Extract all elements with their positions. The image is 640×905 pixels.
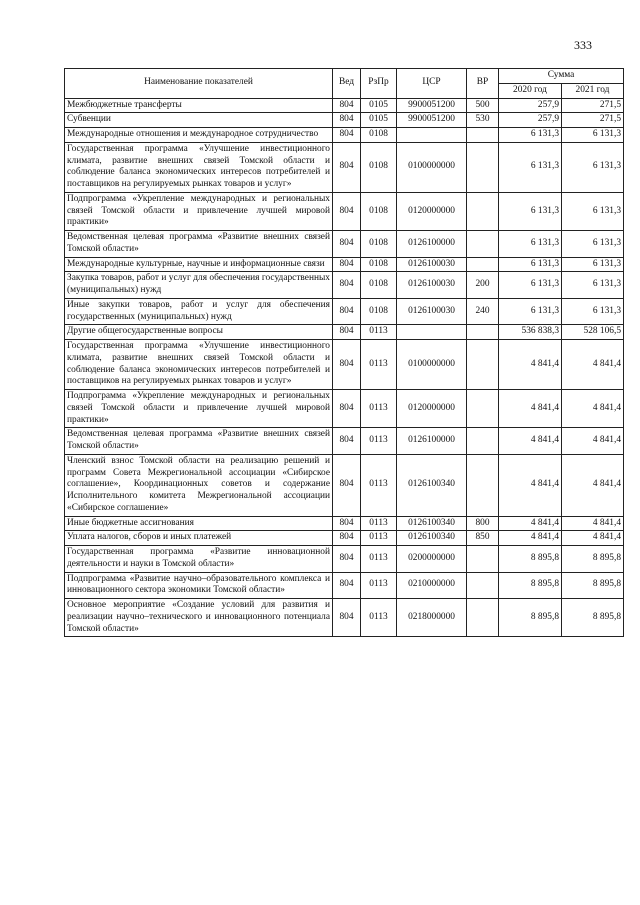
- row-sum-2021: 8 895,8: [562, 546, 624, 573]
- row-csr: 0120000000: [397, 390, 467, 428]
- row-sum-2021: 4 841,4: [562, 454, 624, 516]
- row-sum-2020: 6 131,3: [499, 192, 562, 230]
- row-name: Иные закупки товаров, работ и услуг для обеспечения государственных (муниципальных) нужд: [65, 298, 333, 325]
- row-sum-2020: 257,9: [499, 98, 562, 113]
- table-row: [65, 546, 624, 573]
- row-rzpr: 0113: [361, 516, 397, 531]
- row-csr: 0126100000: [397, 428, 467, 455]
- row-sum-2020: 8 895,8: [499, 546, 562, 573]
- row-sum-2021: 528 106,5: [562, 325, 624, 340]
- row-sum-2020: 6 131,3: [499, 272, 562, 299]
- row-ved: 804: [333, 113, 361, 128]
- row-csr: 0120000000: [397, 192, 467, 230]
- row-vr: [467, 325, 499, 340]
- row-ved: 804: [333, 98, 361, 113]
- row-sum-2020: 4 841,4: [499, 428, 562, 455]
- row-csr: 0126100340: [397, 454, 467, 516]
- header-year-2020: 2020 год: [499, 83, 562, 98]
- row-vr: [467, 546, 499, 573]
- row-vr: [467, 599, 499, 637]
- row-sum-2021: 6 131,3: [562, 142, 624, 192]
- row-csr: 0218000000: [397, 599, 467, 637]
- table-row: [65, 113, 624, 128]
- table-row: [65, 516, 624, 531]
- table-row: [65, 531, 624, 546]
- row-rzpr: 0113: [361, 454, 397, 516]
- table-row: [65, 572, 624, 599]
- table-row: [65, 98, 624, 113]
- row-ved: 804: [333, 546, 361, 573]
- row-sum-2020: 4 841,4: [499, 531, 562, 546]
- row-name: Другие общегосударственные вопросы: [65, 325, 333, 340]
- row-vr: 850: [467, 531, 499, 546]
- row-csr: 0126100340: [397, 531, 467, 546]
- table-row: [65, 454, 624, 516]
- row-ved: 804: [333, 428, 361, 455]
- table-row: [65, 325, 624, 340]
- row-vr: [467, 128, 499, 143]
- row-sum-2021: 6 131,3: [562, 298, 624, 325]
- header-ved: Вед: [333, 69, 361, 99]
- table-header: [65, 69, 624, 99]
- row-rzpr: 0113: [361, 572, 397, 599]
- row-sum-2020: 4 841,4: [499, 340, 562, 390]
- row-sum-2020: 6 131,3: [499, 128, 562, 143]
- row-ved: 804: [333, 340, 361, 390]
- row-ved: 804: [333, 599, 361, 637]
- budget-table: [64, 68, 624, 637]
- row-csr: [397, 128, 467, 143]
- row-vr: 530: [467, 113, 499, 128]
- row-rzpr: 0108: [361, 272, 397, 299]
- row-csr: 0100000000: [397, 340, 467, 390]
- row-rzpr: 0108: [361, 192, 397, 230]
- row-sum-2020: 6 131,3: [499, 298, 562, 325]
- row-vr: [467, 572, 499, 599]
- row-vr: [467, 142, 499, 192]
- row-name: Подпрограмма «Укрепление международных и региональных связей Томской области и привлечение лучшей мировой практики»: [65, 390, 333, 428]
- row-rzpr: 0105: [361, 113, 397, 128]
- table-row: [65, 128, 624, 143]
- row-sum-2021: 4 841,4: [562, 516, 624, 531]
- row-name: Иные бюджетные ассигнования: [65, 516, 333, 531]
- table-row: [65, 298, 624, 325]
- header-vr: ВР: [467, 69, 499, 99]
- header-name: Наименование показателей: [65, 69, 333, 99]
- row-rzpr: 0113: [361, 390, 397, 428]
- row-ved: 804: [333, 454, 361, 516]
- row-ved: 804: [333, 390, 361, 428]
- row-rzpr: 0113: [361, 599, 397, 637]
- row-sum-2021: 6 131,3: [562, 257, 624, 272]
- header-year-2021: 2021 год: [562, 83, 624, 98]
- row-vr: 200: [467, 272, 499, 299]
- row-sum-2021: 6 131,3: [562, 272, 624, 299]
- page-number: 333: [574, 38, 592, 52]
- row-sum-2021: 4 841,4: [562, 390, 624, 428]
- row-sum-2020: 4 841,4: [499, 390, 562, 428]
- row-ved: 804: [333, 231, 361, 258]
- table-row: [65, 142, 624, 192]
- row-ved: 804: [333, 325, 361, 340]
- row-name: Ведомственная целевая программа «Развитие внешних связей Томской области»: [65, 231, 333, 258]
- table-row: [65, 428, 624, 455]
- row-csr: 0200000000: [397, 546, 467, 573]
- row-sum-2020: 4 841,4: [499, 516, 562, 531]
- table-row: [65, 599, 624, 637]
- row-sum-2021: 271,5: [562, 98, 624, 113]
- row-vr: 800: [467, 516, 499, 531]
- row-sum-2021: 8 895,8: [562, 599, 624, 637]
- row-rzpr: 0113: [361, 531, 397, 546]
- row-ved: 804: [333, 257, 361, 272]
- row-csr: 9900051200: [397, 113, 467, 128]
- row-name: Подпрограмма «Развитие научно–образовательного комплекса и инновационного сектора экономики Томской области»: [65, 572, 333, 599]
- row-sum-2020: 8 895,8: [499, 572, 562, 599]
- row-name: Субвенции: [65, 113, 333, 128]
- row-rzpr: 0108: [361, 298, 397, 325]
- row-sum-2021: 4 841,4: [562, 428, 624, 455]
- row-csr: 0126100030: [397, 272, 467, 299]
- row-ved: 804: [333, 128, 361, 143]
- row-csr: 0210000000: [397, 572, 467, 599]
- row-name: Международные культурные, научные и информационные связи: [65, 257, 333, 272]
- row-rzpr: 0113: [361, 340, 397, 390]
- row-sum-2020: 536 838,3: [499, 325, 562, 340]
- row-vr: 500: [467, 98, 499, 113]
- row-vr: [467, 231, 499, 258]
- row-rzpr: 0105: [361, 98, 397, 113]
- row-vr: [467, 428, 499, 455]
- row-name: Государственная программа «Улучшение инвестиционного климата, развитие внешних связей Томской области и соблюдение баланса экономических интересов потребителей и поставщиков на регулируемых рынках товаров и услуг»: [65, 340, 333, 390]
- header-rzpr: РзПр: [361, 69, 397, 99]
- row-sum-2021: 271,5: [562, 113, 624, 128]
- header-csr: ЦСР: [397, 69, 467, 99]
- row-sum-2021: 4 841,4: [562, 531, 624, 546]
- row-name: Международные отношения и международное сотрудничество: [65, 128, 333, 143]
- table-row: [65, 390, 624, 428]
- row-vr: [467, 257, 499, 272]
- row-ved: 804: [333, 516, 361, 531]
- row-sum-2021: 8 895,8: [562, 572, 624, 599]
- row-ved: 804: [333, 531, 361, 546]
- row-csr: 0126100030: [397, 257, 467, 272]
- row-rzpr: 0113: [361, 325, 397, 340]
- row-rzpr: 0113: [361, 428, 397, 455]
- table-row: [65, 257, 624, 272]
- row-name: Подпрограмма «Укрепление международных и региональных связей Томской области и привлечение лучшей мировой практики»: [65, 192, 333, 230]
- row-sum-2020: 4 841,4: [499, 454, 562, 516]
- row-sum-2021: 6 131,3: [562, 192, 624, 230]
- row-sum-2021: 6 131,3: [562, 128, 624, 143]
- row-csr: [397, 325, 467, 340]
- row-sum-2020: 8 895,8: [499, 599, 562, 637]
- row-rzpr: 0108: [361, 142, 397, 192]
- row-name: Уплата налогов, сборов и иных платежей: [65, 531, 333, 546]
- row-vr: [467, 454, 499, 516]
- row-ved: 804: [333, 142, 361, 192]
- row-name: Основное мероприятие «Создание условий для развития и реализации научно–технического и инновационного потенциала Томской области»: [65, 599, 333, 637]
- row-name: Межбюджетные трансферты: [65, 98, 333, 113]
- row-rzpr: 0108: [361, 257, 397, 272]
- row-sum-2021: 6 131,3: [562, 231, 624, 258]
- row-ved: 804: [333, 272, 361, 299]
- row-csr: 0126100000: [397, 231, 467, 258]
- row-name: Государственная программа «Развитие инновационной деятельности и науки в Томской области»: [65, 546, 333, 573]
- row-ved: 804: [333, 572, 361, 599]
- row-vr: 240: [467, 298, 499, 325]
- table-body: [65, 98, 624, 637]
- row-sum-2020: 6 131,3: [499, 257, 562, 272]
- row-name: Закупка товаров, работ и услуг для обеспечения государственных (муниципальных) нужд: [65, 272, 333, 299]
- row-sum-2020: 6 131,3: [499, 231, 562, 258]
- table-row: [65, 272, 624, 299]
- row-name: Государственная программа «Улучшение инвестиционного климата, развитие внешних связей Томской области и соблюдение баланса экономических интересов потребителей и поставщиков на регулируемых рынках товаров и услуг»: [65, 142, 333, 192]
- table-row: [65, 340, 624, 390]
- row-vr: [467, 390, 499, 428]
- row-csr: 0100000000: [397, 142, 467, 192]
- table-row: [65, 192, 624, 230]
- header-sum: Сумма: [499, 69, 624, 84]
- row-name: Ведомственная целевая программа «Развитие внешних связей Томской области»: [65, 428, 333, 455]
- table-row: [65, 231, 624, 258]
- row-sum-2020: 6 131,3: [499, 142, 562, 192]
- row-csr: 9900051200: [397, 98, 467, 113]
- row-rzpr: 0108: [361, 128, 397, 143]
- row-rzpr: 0113: [361, 546, 397, 573]
- row-ved: 804: [333, 298, 361, 325]
- row-csr: 0126100030: [397, 298, 467, 325]
- row-name: Членский взнос Томской области на реализацию решений и программ Совета Межрегиональной ассоциации «Сибирское соглашение», Координационных советов и содержание Исполнительного комитета Межрегиональной ассоциации «Сибирское соглашение»: [65, 454, 333, 516]
- row-csr: 0126100340: [397, 516, 467, 531]
- row-ved: 804: [333, 192, 361, 230]
- row-sum-2021: 4 841,4: [562, 340, 624, 390]
- row-rzpr: 0108: [361, 231, 397, 258]
- row-vr: [467, 340, 499, 390]
- row-vr: [467, 192, 499, 230]
- row-sum-2020: 257,9: [499, 113, 562, 128]
